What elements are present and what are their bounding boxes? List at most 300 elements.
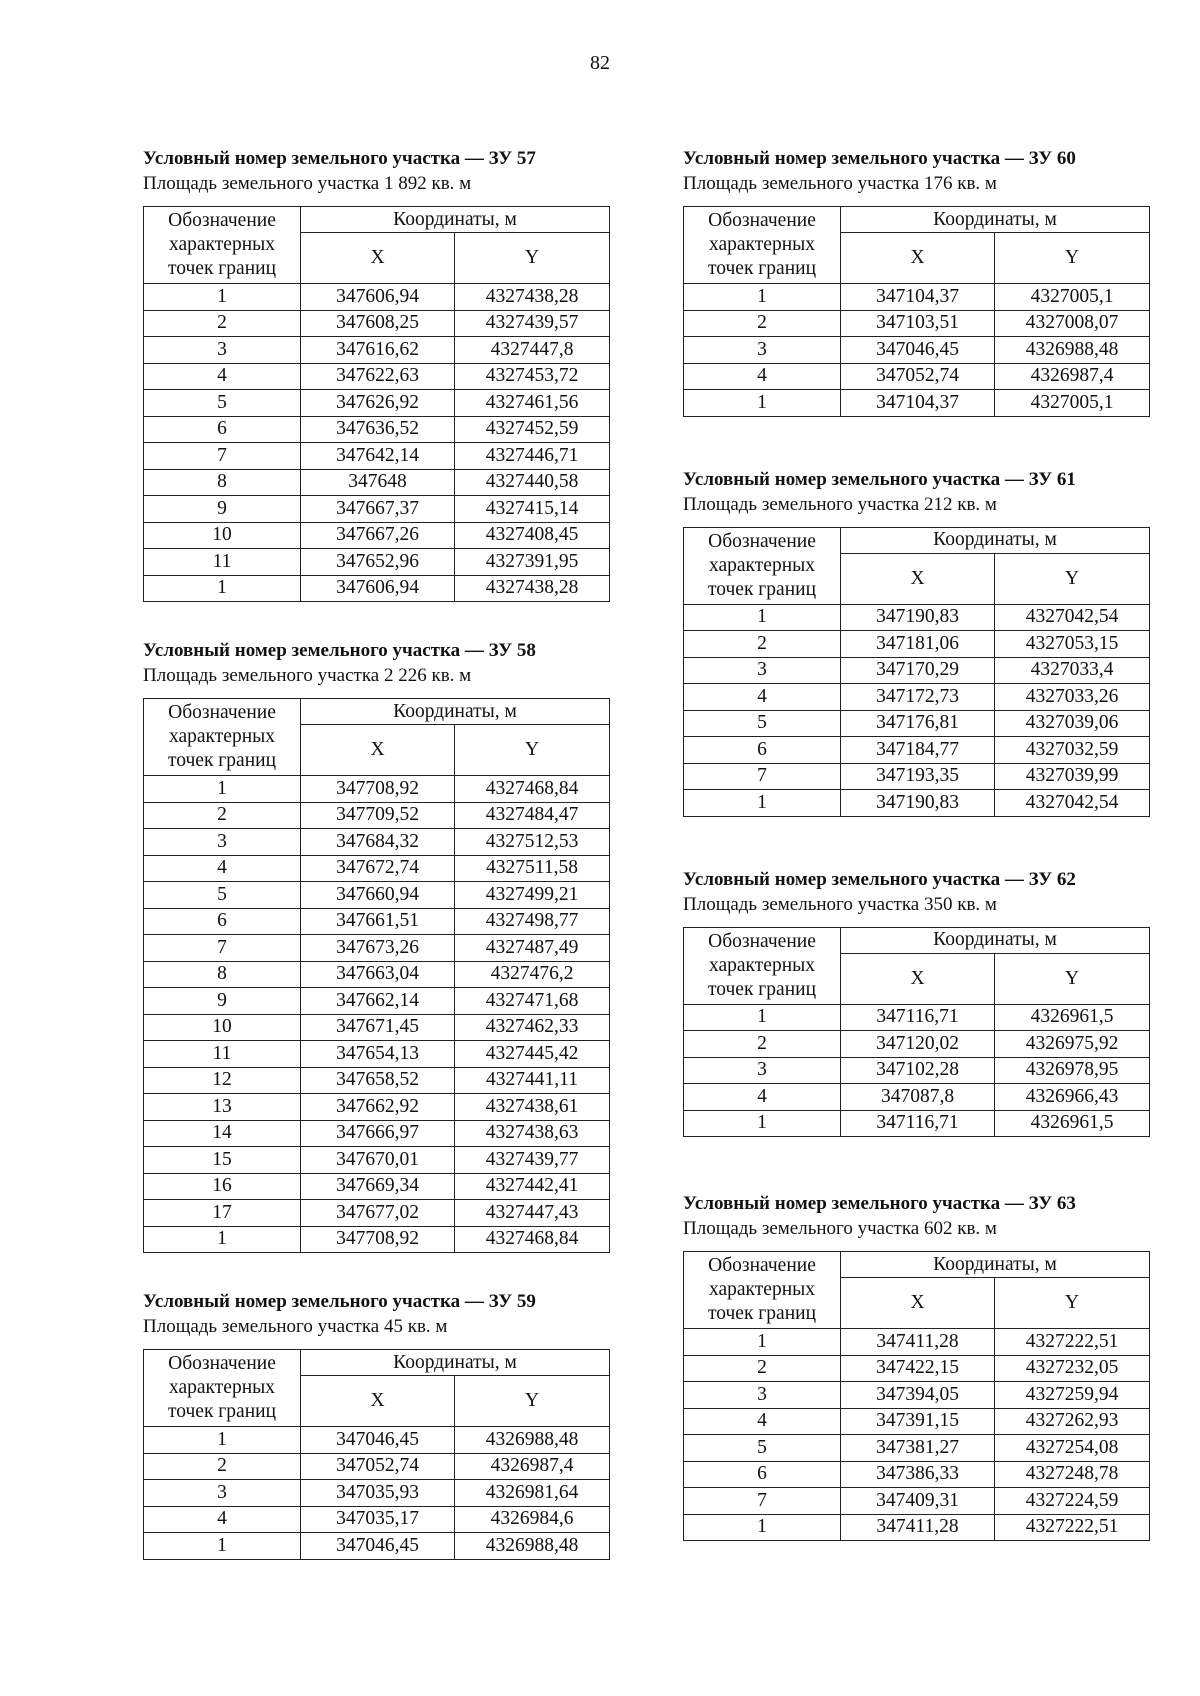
x-coordinate: 347671,45 [301, 1014, 455, 1041]
table-row [144, 908, 610, 935]
y-coordinate: 4327415,14 [455, 496, 610, 523]
y-coordinate: 4326988,48 [995, 337, 1150, 364]
point-number: 1 [144, 1226, 301, 1253]
y-coordinate: 4327222,51 [995, 1329, 1150, 1356]
y-header: Y [455, 725, 610, 776]
y-coordinate: 4327446,71 [455, 443, 610, 470]
point-number: 7 [684, 763, 841, 790]
y-coordinate: 4327254,08 [995, 1435, 1150, 1462]
page-number: 82 [590, 52, 610, 74]
table-row [684, 1084, 1150, 1111]
point-header: Обозначение характерных точек границ [144, 207, 301, 284]
x-coordinate: 347652,96 [301, 549, 455, 576]
y-coordinate: 4326961,5 [995, 1110, 1150, 1137]
table-row [144, 1427, 610, 1454]
x-coordinate: 347662,14 [301, 988, 455, 1015]
x-header: X [301, 1376, 455, 1427]
x-coordinate: 347669,34 [301, 1173, 455, 1200]
y-coordinate: 4327033,4 [995, 657, 1150, 684]
point-number: 3 [684, 657, 841, 684]
table-row [144, 469, 610, 496]
x-coordinate: 347104,37 [841, 390, 995, 417]
table-row [684, 1435, 1150, 1462]
y-coordinate: 4326961,5 [995, 1004, 1150, 1031]
x-coordinate: 347120,02 [841, 1031, 995, 1058]
y-coordinate: 4327039,99 [995, 763, 1150, 790]
y-coordinate: 4327259,94 [995, 1382, 1150, 1409]
point-number: 1 [144, 776, 301, 803]
point-number: 7 [684, 1488, 841, 1515]
y-coordinate: 4326988,48 [455, 1533, 610, 1560]
y-coordinate: 4327438,28 [455, 575, 610, 602]
x-coordinate: 347662,92 [301, 1094, 455, 1121]
x-coordinate: 347626,92 [301, 390, 455, 417]
point-number: 4 [684, 684, 841, 711]
plot-area: Площадь земельного участка 1 892 кв. м [143, 173, 472, 194]
plot-section [683, 1191, 1149, 1541]
x-coordinate: 347035,17 [301, 1506, 455, 1533]
x-header: X [841, 953, 995, 1004]
y-coordinate: 4327032,59 [995, 737, 1150, 764]
table-row [684, 1031, 1150, 1058]
x-coordinate: 347052,74 [841, 363, 995, 390]
table-header-row [684, 1252, 1150, 1278]
table-row [684, 284, 1150, 311]
y-coordinate: 4327462,33 [455, 1014, 610, 1041]
y-coordinate: 4327512,53 [455, 829, 610, 856]
y-coordinate: 4327438,28 [455, 284, 610, 311]
y-coordinate: 4327042,54 [995, 790, 1150, 817]
y-coordinate: 4327232,05 [995, 1355, 1150, 1382]
y-coordinate: 4327391,95 [455, 549, 610, 576]
y-coordinate: 4326987,4 [995, 363, 1150, 390]
point-number: 1 [684, 390, 841, 417]
x-coordinate: 347616,62 [301, 337, 455, 364]
y-coordinate: 4327222,51 [995, 1514, 1150, 1541]
table-row [144, 1067, 610, 1094]
table-row [144, 1041, 610, 1068]
y-coordinate: 4327484,47 [455, 802, 610, 829]
y-coordinate: 4327005,1 [995, 284, 1150, 311]
point-number: 3 [684, 1057, 841, 1084]
y-coordinate: 4327440,58 [455, 469, 610, 496]
x-coordinate: 347046,45 [841, 337, 995, 364]
x-coordinate: 347636,52 [301, 416, 455, 443]
point-number: 3 [684, 1382, 841, 1409]
x-coordinate: 347046,45 [301, 1533, 455, 1560]
y-header: Y [995, 233, 1150, 284]
x-coordinate: 347193,35 [841, 763, 995, 790]
coordinates-header: Координаты, м [841, 207, 1150, 233]
x-coordinate: 347667,26 [301, 522, 455, 549]
plot-section [143, 1289, 609, 1560]
x-coordinate: 347658,52 [301, 1067, 455, 1094]
point-number: 11 [144, 549, 301, 576]
y-coordinate: 4327471,68 [455, 988, 610, 1015]
point-number: 13 [144, 1094, 301, 1121]
point-number: 15 [144, 1147, 301, 1174]
plot-title: Условный номер земельного участка — ЗУ 58 [143, 640, 536, 661]
table-row [144, 855, 610, 882]
table-row [144, 1200, 610, 1227]
table-row [144, 935, 610, 962]
y-header: Y [995, 553, 1150, 604]
x-coordinate: 347176,81 [841, 710, 995, 737]
y-coordinate: 4326988,48 [455, 1427, 610, 1454]
point-number: 14 [144, 1120, 301, 1147]
x-coordinate: 347422,15 [841, 1355, 995, 1382]
table-row [684, 1355, 1150, 1382]
point-number: 3 [144, 1480, 301, 1507]
y-header: Y [995, 953, 1150, 1004]
y-coordinate: 4327511,58 [455, 855, 610, 882]
table-row [144, 1506, 610, 1533]
x-coordinate: 347103,51 [841, 310, 995, 337]
x-coordinate: 347642,14 [301, 443, 455, 470]
table-header-row [684, 207, 1150, 233]
point-number: 1 [684, 1329, 841, 1356]
table-row [144, 802, 610, 829]
table-row [144, 961, 610, 988]
table-row [144, 1226, 610, 1253]
y-coordinate: 4327033,26 [995, 684, 1150, 711]
y-coordinate: 4327447,8 [455, 337, 610, 364]
x-header: X [301, 233, 455, 284]
y-coordinate: 4327439,77 [455, 1147, 610, 1174]
point-number: 2 [684, 1355, 841, 1382]
coordinates-header: Координаты, м [841, 927, 1150, 953]
point-number: 1 [684, 284, 841, 311]
point-number: 10 [144, 522, 301, 549]
point-header: Обозначение характерных точек границ [684, 527, 841, 604]
point-number: 10 [144, 1014, 301, 1041]
point-number: 1 [144, 1533, 301, 1560]
coordinates-table [683, 927, 1150, 1138]
plot-area: Площадь земельного участка 212 кв. м [683, 493, 997, 515]
x-coordinate: 347667,37 [301, 496, 455, 523]
coordinates-table [143, 1349, 610, 1560]
table-row [144, 522, 610, 549]
y-coordinate: 4327499,21 [455, 882, 610, 909]
table-row [684, 1110, 1150, 1137]
point-number: 4 [144, 363, 301, 390]
y-coordinate: 4327468,84 [455, 776, 610, 803]
table-row [144, 1014, 610, 1041]
x-header: X [841, 233, 995, 284]
coordinates-table [143, 206, 610, 602]
point-number: 4 [684, 363, 841, 390]
point-number: 9 [144, 496, 301, 523]
point-number: 4 [684, 1408, 841, 1435]
point-number: 8 [144, 961, 301, 988]
x-coordinate: 347608,25 [301, 310, 455, 337]
point-number: 6 [144, 908, 301, 935]
table-row [684, 737, 1150, 764]
coordinates-table [683, 527, 1150, 817]
y-coordinate: 4327042,54 [995, 604, 1150, 631]
table-row [144, 1480, 610, 1507]
plot-area: Площадь земельного участка 2 226 кв. м [143, 665, 472, 686]
table-row [144, 776, 610, 803]
table-row [684, 1382, 1150, 1409]
x-coordinate: 347684,32 [301, 829, 455, 856]
table-row [684, 1408, 1150, 1435]
x-coordinate: 347181,06 [841, 631, 995, 658]
x-coordinate: 347411,28 [841, 1514, 995, 1541]
point-number: 2 [144, 802, 301, 829]
table-row [684, 1057, 1150, 1084]
x-coordinate: 347606,94 [301, 284, 455, 311]
x-header: X [301, 725, 455, 776]
table-row [684, 1461, 1150, 1488]
y-coordinate: 4326975,92 [995, 1031, 1150, 1058]
plot-section [143, 638, 609, 1253]
x-coordinate: 347606,94 [301, 575, 455, 602]
y-coordinate: 4327439,57 [455, 310, 610, 337]
table-row [144, 310, 610, 337]
table-row [144, 1120, 610, 1147]
x-coordinate: 347104,37 [841, 284, 995, 311]
y-coordinate: 4326981,64 [455, 1480, 610, 1507]
plot-area: Площадь земельного участка 45 кв. м [143, 1316, 448, 1337]
coordinates-header: Координаты, м [841, 1252, 1150, 1278]
point-number: 1 [684, 790, 841, 817]
point-number: 6 [684, 1461, 841, 1488]
table-row [144, 1173, 610, 1200]
coordinates-header: Координаты, м [301, 1350, 610, 1376]
x-coordinate: 347046,45 [301, 1427, 455, 1454]
table-row [144, 1147, 610, 1174]
table-row [684, 790, 1150, 817]
y-coordinate: 4326978,95 [995, 1057, 1150, 1084]
x-coordinate: 347386,33 [841, 1461, 995, 1488]
point-header: Обозначение характерных точек границ [684, 1252, 841, 1329]
coordinates-table [683, 1251, 1150, 1541]
plot-area: Площадь земельного участка 350 кв. м [683, 893, 997, 915]
table-row [144, 549, 610, 576]
y-coordinate: 4327461,56 [455, 390, 610, 417]
table-row [684, 657, 1150, 684]
point-number: 1 [684, 1004, 841, 1031]
point-number: 5 [144, 390, 301, 417]
point-number: 7 [144, 443, 301, 470]
table-row [684, 310, 1150, 337]
plot-section [683, 146, 1149, 417]
point-number: 3 [144, 337, 301, 364]
right-column [683, 146, 1149, 1541]
point-number: 16 [144, 1173, 301, 1200]
x-coordinate: 347087,8 [841, 1084, 995, 1111]
x-coordinate: 347190,83 [841, 604, 995, 631]
point-number: 3 [144, 829, 301, 856]
x-coordinate: 347660,94 [301, 882, 455, 909]
point-number: 1 [144, 575, 301, 602]
y-coordinate: 4327008,07 [995, 310, 1150, 337]
point-number: 5 [684, 1435, 841, 1462]
table-header-row [144, 207, 610, 233]
x-coordinate: 347648 [301, 469, 455, 496]
table-row [684, 1488, 1150, 1515]
y-coordinate: 4327442,41 [455, 1173, 610, 1200]
y-coordinate: 4327039,06 [995, 710, 1150, 737]
y-coordinate: 4326984,6 [455, 1506, 610, 1533]
x-coordinate: 347666,97 [301, 1120, 455, 1147]
point-number: 6 [684, 737, 841, 764]
x-coordinate: 347663,04 [301, 961, 455, 988]
point-number: 6 [144, 416, 301, 443]
point-number: 1 [684, 604, 841, 631]
table-row [144, 337, 610, 364]
x-coordinate: 347391,15 [841, 1408, 995, 1435]
y-coordinate: 4327445,42 [455, 1041, 610, 1068]
point-number: 1 [684, 1110, 841, 1137]
table-row [144, 363, 610, 390]
point-number: 2 [684, 1031, 841, 1058]
point-number: 2 [684, 631, 841, 658]
table-row [144, 882, 610, 909]
y-coordinate: 4327005,1 [995, 390, 1150, 417]
table-row [684, 604, 1150, 631]
point-number: 11 [144, 1041, 301, 1068]
x-coordinate: 347411,28 [841, 1329, 995, 1356]
y-coordinate: 4327262,93 [995, 1408, 1150, 1435]
table-header-row [684, 527, 1150, 553]
y-coordinate: 4327453,72 [455, 363, 610, 390]
x-coordinate: 347708,92 [301, 1226, 455, 1253]
y-coordinate: 4327438,61 [455, 1094, 610, 1121]
coordinates-table [143, 698, 610, 1253]
point-number: 1 [684, 1514, 841, 1541]
point-number: 4 [144, 855, 301, 882]
plot-title: Условный номер земельного участка — ЗУ 57 [143, 148, 536, 169]
y-coordinate: 4326987,4 [455, 1453, 610, 1480]
x-coordinate: 347708,92 [301, 776, 455, 803]
coordinates-header: Координаты, м [301, 207, 610, 233]
point-number: 1 [144, 284, 301, 311]
table-row [684, 1004, 1150, 1031]
point-number: 4 [144, 1506, 301, 1533]
point-number: 8 [144, 469, 301, 496]
table-row [144, 1533, 610, 1560]
table-row [684, 1514, 1150, 1541]
y-coordinate: 4327476,2 [455, 961, 610, 988]
x-coordinate: 347677,02 [301, 1200, 455, 1227]
x-coordinate: 347381,27 [841, 1435, 995, 1462]
x-coordinate: 347672,74 [301, 855, 455, 882]
x-coordinate: 347102,28 [841, 1057, 995, 1084]
x-coordinate: 347035,93 [301, 1480, 455, 1507]
point-number: 17 [144, 1200, 301, 1227]
y-coordinate: 4327447,43 [455, 1200, 610, 1227]
coordinates-table [683, 206, 1150, 417]
plot-title: Условный номер земельного участка — ЗУ 59 [143, 1291, 536, 1312]
table-row [144, 575, 610, 602]
plot-title: Условный номер земельного участка — ЗУ 61 [683, 468, 1076, 490]
y-header: Y [455, 1376, 610, 1427]
plot-title: Условный номер земельного участка — ЗУ 60 [683, 148, 1076, 169]
point-number: 2 [144, 310, 301, 337]
y-coordinate: 4327441,11 [455, 1067, 610, 1094]
table-row [684, 390, 1150, 417]
x-coordinate: 347116,71 [841, 1110, 995, 1137]
table-row [684, 363, 1150, 390]
table-header-row [144, 1350, 610, 1376]
x-coordinate: 347190,83 [841, 790, 995, 817]
table-row [144, 988, 610, 1015]
x-coordinate: 347409,31 [841, 1488, 995, 1515]
y-header: Y [455, 233, 610, 284]
x-coordinate: 347670,01 [301, 1147, 455, 1174]
point-number: 12 [144, 1067, 301, 1094]
y-coordinate: 4327408,45 [455, 522, 610, 549]
y-coordinate: 4327487,49 [455, 935, 610, 962]
x-coordinate: 347654,13 [301, 1041, 455, 1068]
y-coordinate: 4327498,77 [455, 908, 610, 935]
table-row [684, 1329, 1150, 1356]
x-coordinate: 347622,63 [301, 363, 455, 390]
coordinates-header: Координаты, м [301, 699, 610, 725]
point-header: Обозначение характерных точек границ [684, 207, 841, 284]
y-coordinate: 4327224,59 [995, 1488, 1150, 1515]
point-number: 2 [684, 310, 841, 337]
x-coordinate: 347170,29 [841, 657, 995, 684]
point-number: 5 [144, 882, 301, 909]
plot-area: Площадь земельного участка 602 кв. м [683, 1218, 997, 1239]
x-coordinate: 347172,73 [841, 684, 995, 711]
x-header: X [841, 553, 995, 604]
point-number: 1 [144, 1427, 301, 1454]
point-number: 2 [144, 1453, 301, 1480]
plot-area: Площадь земельного участка 176 кв. м [683, 173, 997, 194]
point-number: 4 [684, 1084, 841, 1111]
x-coordinate: 347661,51 [301, 908, 455, 935]
table-row [144, 829, 610, 856]
plot-section [683, 867, 1149, 1138]
point-number: 5 [684, 710, 841, 737]
y-coordinate: 4327452,59 [455, 416, 610, 443]
point-header: Обозначение характерных точек границ [144, 699, 301, 776]
plot-section [683, 467, 1149, 817]
x-coordinate: 347052,74 [301, 1453, 455, 1480]
point-header: Обозначение характерных точек границ [144, 1350, 301, 1427]
x-coordinate: 347673,26 [301, 935, 455, 962]
table-row [144, 284, 610, 311]
table-header-row [144, 699, 610, 725]
y-coordinate: 4327053,15 [995, 631, 1150, 658]
left-column [143, 146, 609, 1560]
point-number: 9 [144, 988, 301, 1015]
point-header: Обозначение характерных точек границ [684, 927, 841, 1004]
point-number: 3 [684, 337, 841, 364]
table-row [144, 1094, 610, 1121]
y-header: Y [995, 1278, 1150, 1329]
table-header-row [684, 927, 1150, 953]
table-row [684, 684, 1150, 711]
x-coordinate: 347116,71 [841, 1004, 995, 1031]
point-number: 7 [144, 935, 301, 962]
plot-title: Условный номер земельного участка — ЗУ 62 [683, 868, 1076, 890]
table-row [144, 443, 610, 470]
x-header: X [841, 1278, 995, 1329]
y-coordinate: 4327248,78 [995, 1461, 1150, 1488]
plot-section [143, 146, 609, 602]
table-row [684, 710, 1150, 737]
table-row [684, 631, 1150, 658]
x-coordinate: 347394,05 [841, 1382, 995, 1409]
plot-title: Условный номер земельного участка — ЗУ 63 [683, 1193, 1076, 1214]
table-row [144, 416, 610, 443]
x-coordinate: 347709,52 [301, 802, 455, 829]
